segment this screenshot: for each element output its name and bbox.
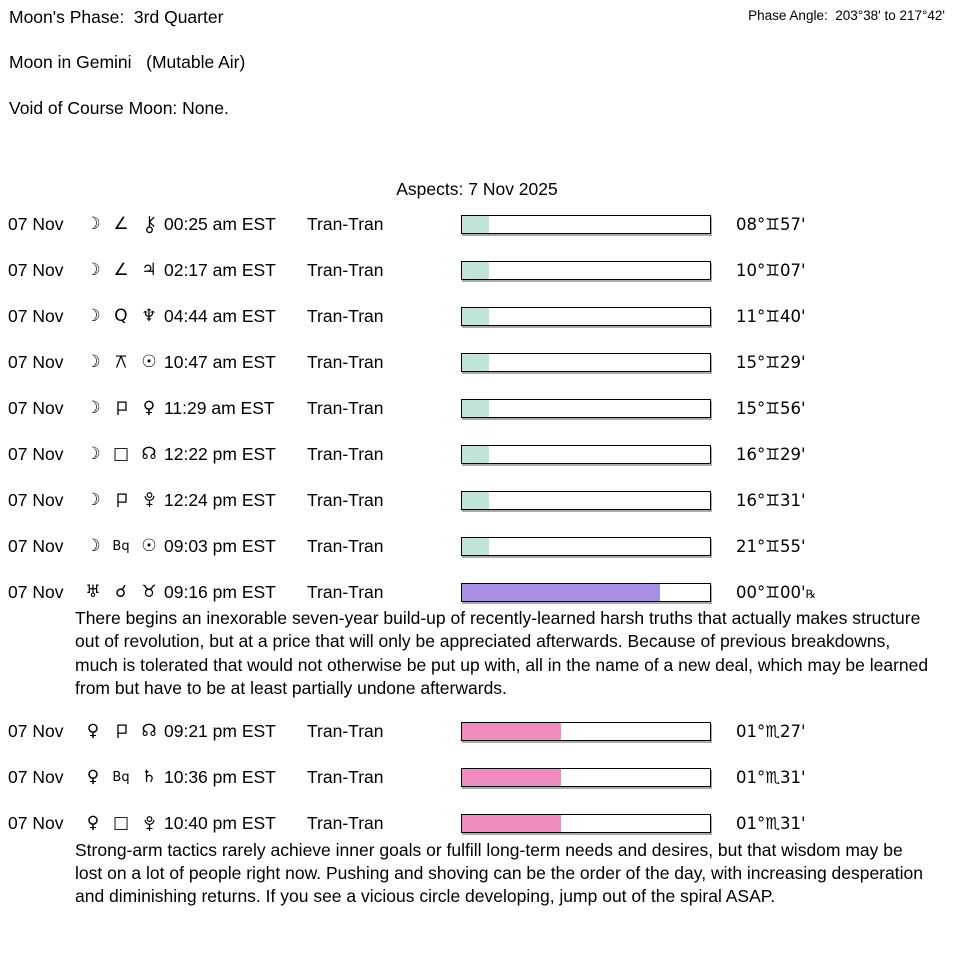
aspect-row [0, 201, 960, 247]
moon-icon: ☽ [85, 259, 101, 280]
jupiter-icon: ♃ [141, 259, 157, 280]
aspect-time: 10:36 pm EST [164, 767, 276, 788]
pluto-icon [134, 815, 164, 833]
aspect-date: 07 Nov [8, 535, 64, 556]
aspect-type: Tran-Tran [307, 721, 384, 742]
sun-icon: ☉ [141, 535, 157, 556]
orb-progress-bar [461, 722, 711, 741]
moon-icon: ☽ [85, 213, 101, 234]
orb-progress-bar [461, 399, 711, 418]
orb-progress-bar [461, 768, 711, 787]
aspect-date: 07 Nov [8, 259, 64, 280]
aspect-date: 07 Nov [8, 397, 64, 418]
orb-progress-bar [461, 583, 711, 602]
aspect-type: Tran-Tran [307, 813, 384, 834]
aspect-row [0, 523, 960, 569]
aspect-type: Tran-Tran [307, 259, 384, 280]
moon-icon: ☽ [85, 535, 101, 556]
aspect-position: 16°♊31' [736, 490, 806, 510]
orb-progress-fill [462, 446, 489, 463]
biquintile-icon: Bq [112, 538, 130, 554]
orb-progress-fill [462, 815, 561, 832]
orb-progress-fill [462, 400, 489, 417]
aspect-row [0, 431, 960, 477]
orb-progress-bar [461, 814, 711, 833]
semi-square-icon: ∠ [113, 259, 129, 280]
aspect-type: Tran-Tran [307, 305, 384, 326]
aspect-date: 07 Nov [8, 305, 64, 326]
aspect-type: Tran-Tran [307, 581, 384, 602]
aspect-type: Tran-Tran [307, 443, 384, 464]
sun-icon: ☉ [141, 351, 157, 372]
conjunction-icon: ☌ [115, 581, 127, 602]
aspect-row [0, 709, 960, 755]
orb-progress-bar [461, 537, 711, 556]
orb-progress-fill [462, 584, 660, 601]
interpretation-text: There begins an inexorable seven-year build-up of recently-learned harsh truths that actually makes structure out of revolution, but at a price that will only be appreciated afterwards. Because of previous breakdowns, much is tolerated that would not otherwise be put up with, all in the name of a new deal, which may be learned from but have to be at least partially undone afterwards. [75, 608, 929, 699]
orb-progress-fill [462, 354, 489, 371]
interpretation-text: Strong-arm tactics rarely achieve inner goals or fulfill long-term needs and desires, but that wisdom may be lost on a lot of people right now. Pushing and shoving can be the order of the day, with increasing desperation and diminishing returns. If you see a vicious circle developing, jump out of the spiral ASAP. [75, 839, 924, 907]
sesquiquadrate-icon [108, 723, 134, 740]
sesquiquadrate-icon [108, 400, 134, 417]
aspect-type: Tran-Tran [307, 489, 384, 510]
orb-progress-bar [461, 445, 711, 464]
saturn-icon: ♄ [141, 767, 157, 788]
retrograde-icon: ℞ [805, 586, 816, 601]
phase-angle-text: Phase Angle: 203°38' to 217°42' [748, 8, 945, 23]
aspect-row [0, 477, 960, 523]
aspect-time: 12:22 pm EST [164, 443, 276, 464]
moon-icon: ☽ [85, 443, 101, 464]
aspect-row [0, 385, 960, 431]
aspect-time: 12:24 pm EST [164, 489, 276, 510]
venus-icon: ♀ [142, 397, 156, 418]
aspect-date: 07 Nov [8, 443, 64, 464]
aspect-type: Tran-Tran [307, 397, 384, 418]
orb-progress-fill [462, 538, 489, 555]
aspects-title: Aspects: 7 Nov 2025 [396, 179, 558, 199]
aspect-position: 01°♏31' [736, 768, 806, 788]
aspect-time: 09:21 pm EST [164, 721, 276, 742]
aspect-row [0, 755, 960, 801]
venus-icon: ♀ [86, 721, 100, 742]
aspect-time: 09:03 pm EST [164, 535, 276, 556]
orb-progress-fill [462, 492, 489, 509]
orb-progress-bar [461, 353, 711, 372]
uranus-icon: ♅ [85, 581, 101, 602]
orb-progress-fill [462, 216, 489, 233]
aspect-position: 15°♊29' [736, 352, 806, 372]
aspect-date: 07 Nov [8, 767, 64, 788]
chiron-icon [134, 215, 164, 234]
aspect-type: Tran-Tran [307, 351, 384, 372]
aspect-date: 07 Nov [8, 721, 64, 742]
square-icon: □ [112, 443, 130, 464]
venus-icon: ♀ [86, 767, 100, 788]
quintile-icon: Q [114, 305, 128, 326]
quincunx-icon [108, 354, 134, 371]
north-node-icon: ☊ [141, 721, 157, 742]
aspect-position: 08°♊57' [736, 214, 806, 234]
orb-progress-bar [461, 261, 711, 280]
void-of-course-text: Void of Course Moon: None. [9, 98, 229, 118]
aspect-time: 04:44 am EST [164, 305, 276, 326]
aspect-row [0, 293, 960, 339]
aspect-row [0, 247, 960, 293]
aspect-position: 15°♊56' [736, 398, 806, 418]
orb-progress-fill [462, 723, 561, 740]
aspect-date: 07 Nov [8, 213, 64, 234]
moon-icon: ☽ [85, 397, 101, 418]
pluto-icon [134, 491, 164, 509]
biquintile-icon: Bq [112, 770, 130, 786]
aspect-position: 16°♊29' [736, 444, 806, 464]
orb-progress-fill [462, 262, 489, 279]
aspect-position: 00°♊00'℞ [736, 582, 816, 602]
moon-icon: ☽ [85, 489, 101, 510]
aspect-time: 10:47 am EST [164, 351, 276, 372]
aspect-type: Tran-Tran [307, 535, 384, 556]
taurus-icon: ♉ [141, 581, 157, 602]
aspect-position: 01°♏27' [736, 722, 806, 742]
semi-square-icon: ∠ [113, 213, 129, 234]
venus-icon: ♀ [86, 813, 100, 834]
aspect-time: 02:17 am EST [164, 259, 276, 280]
orb-progress-bar [461, 491, 711, 510]
aspect-type: Tran-Tran [307, 213, 384, 234]
sesquiquadrate-icon [108, 492, 134, 509]
aspect-type: Tran-Tran [307, 767, 384, 788]
moon-phase-text: Moon's Phase: 3rd Quarter [9, 7, 224, 27]
aspect-date: 07 Nov [8, 489, 64, 510]
moon-icon: ☽ [85, 351, 101, 372]
orb-progress-fill [462, 769, 561, 786]
aspect-date: 07 Nov [8, 581, 64, 602]
aspect-time: 00:25 am EST [164, 213, 276, 234]
aspect-position: 10°♊07' [736, 260, 806, 280]
north-node-icon: ☊ [141, 443, 157, 464]
aspect-position: 01°♏31' [736, 814, 806, 834]
aspect-date: 07 Nov [8, 351, 64, 372]
aspect-list [0, 201, 960, 917]
aspect-time: 11:29 am EST [164, 397, 275, 418]
aspect-date: 07 Nov [8, 813, 64, 834]
orb-progress-bar [461, 215, 711, 234]
orb-progress-fill [462, 308, 489, 325]
aspect-time: 09:16 pm EST [164, 581, 276, 602]
aspect-position: 11°♊40' [736, 306, 806, 326]
aspect-row [0, 339, 960, 385]
moon-icon: ☽ [85, 305, 101, 326]
moon-sign-text: Moon in Gemini (Mutable Air) [9, 52, 246, 72]
neptune-icon: ♆ [141, 305, 157, 326]
square-icon: □ [112, 813, 130, 834]
aspect-position: 21°♊55' [736, 536, 806, 556]
orb-progress-bar [461, 307, 711, 326]
aspect-time: 10:40 pm EST [164, 813, 276, 834]
